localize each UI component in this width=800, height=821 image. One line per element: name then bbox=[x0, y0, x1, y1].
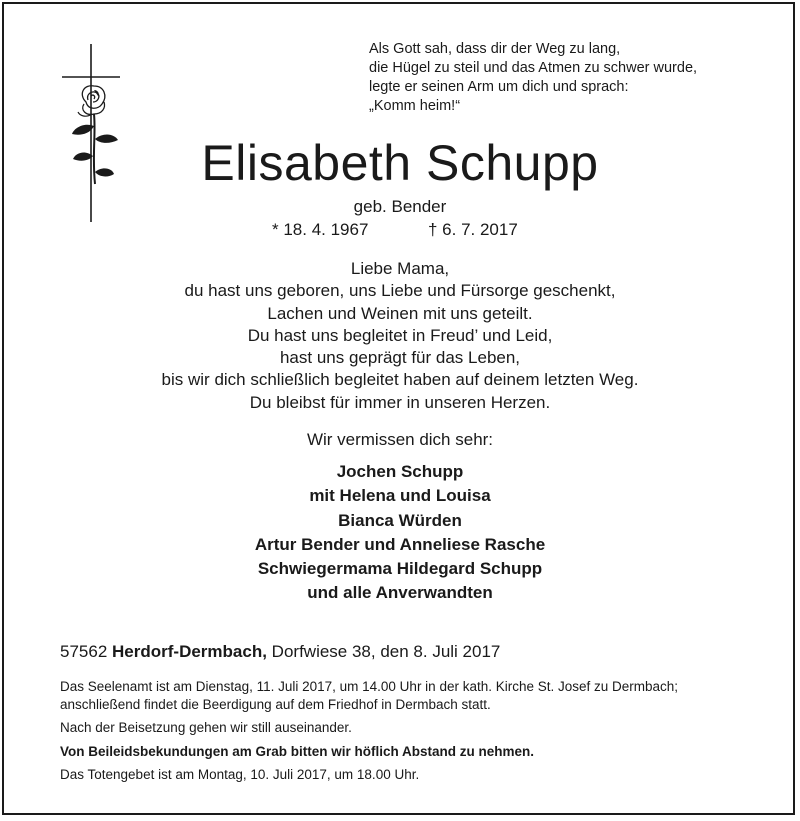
mourner-name: Jochen Schupp bbox=[336, 462, 464, 481]
prayer-info: Das Totengebet ist am Montag, 10. Juli 2017, um 18.00 Uhr. bbox=[60, 767, 420, 783]
farewell-verse bbox=[0, 258, 800, 414]
poem-line: Als Gott sah, dass dir der Weg zu lang, bbox=[369, 41, 621, 57]
mass-info: Das Seelenamt ist am Dienstag, 11. Juli 2017, um 14.00 Uhr in der kath. Kirche St. Josef zu Dermbach; bbox=[60, 679, 679, 694]
condolence-request: Von Beileidsbekundungen am Grab bitten wir höflich Abstand zu nehmen. bbox=[60, 743, 535, 759]
birth-date: * 18. 4. 1967 bbox=[272, 220, 369, 239]
verse-line: du hast uns geboren, uns Liebe und Fürsorge geschenkt, bbox=[184, 281, 616, 301]
mourner-name: Schwiegermama Hildegard Schupp bbox=[257, 559, 543, 579]
memorial-poem bbox=[369, 40, 697, 116]
address-zip: 57562 bbox=[60, 642, 108, 661]
address-line bbox=[60, 642, 500, 662]
birth-name: geb. Bender bbox=[353, 197, 447, 216]
verse-line: Liebe Mama, bbox=[350, 259, 450, 278]
mourners-intro: Wir vermissen dich sehr: bbox=[306, 430, 494, 449]
burial-info: anschließend findet die Beerdigung auf dem Friedhof in Dermbach statt. bbox=[60, 696, 491, 712]
after-burial-info: Nach der Beisetzung gehen wir still auseinander. bbox=[60, 720, 352, 736]
verse-line: Lachen und Weinen mit uns geteilt. bbox=[267, 303, 533, 323]
poem-line: legte er seinen Arm um dich und sprach: bbox=[369, 79, 629, 95]
address-town: Herdorf-Dermbach, bbox=[112, 642, 267, 661]
poem-line: „Komm heim!“ bbox=[369, 98, 461, 114]
mourner-name: mit Helena und Louisa bbox=[309, 486, 491, 506]
mourner-name: Artur Bender und Anneliese Rasche bbox=[254, 534, 546, 554]
mourners-list bbox=[0, 460, 800, 606]
poem-line: die Hügel zu steil und das Atmen zu schwer wurde, bbox=[369, 60, 698, 76]
address-street-date: Dorfwiese 38, den 8. Juli 2017 bbox=[271, 642, 501, 661]
verse-line: Du hast uns begleitet in Freud’ und Leid, bbox=[247, 325, 553, 345]
verse-line: hast uns geprägt für das Leben, bbox=[279, 348, 521, 368]
mourner-name: und alle Anverwandten bbox=[307, 583, 493, 603]
service-notes bbox=[60, 678, 780, 784]
verse-line: bis wir dich schließlich begleitet haben auf deinem letzten Weg. bbox=[161, 370, 639, 390]
deceased-name: Elisabeth Schupp bbox=[201, 135, 599, 191]
death-date: † 6. 7. 2017 bbox=[428, 220, 518, 239]
mourner-name: Bianca Würden bbox=[338, 510, 462, 530]
verse-line: Du bleibst für immer in unseren Herzen. bbox=[249, 392, 551, 412]
